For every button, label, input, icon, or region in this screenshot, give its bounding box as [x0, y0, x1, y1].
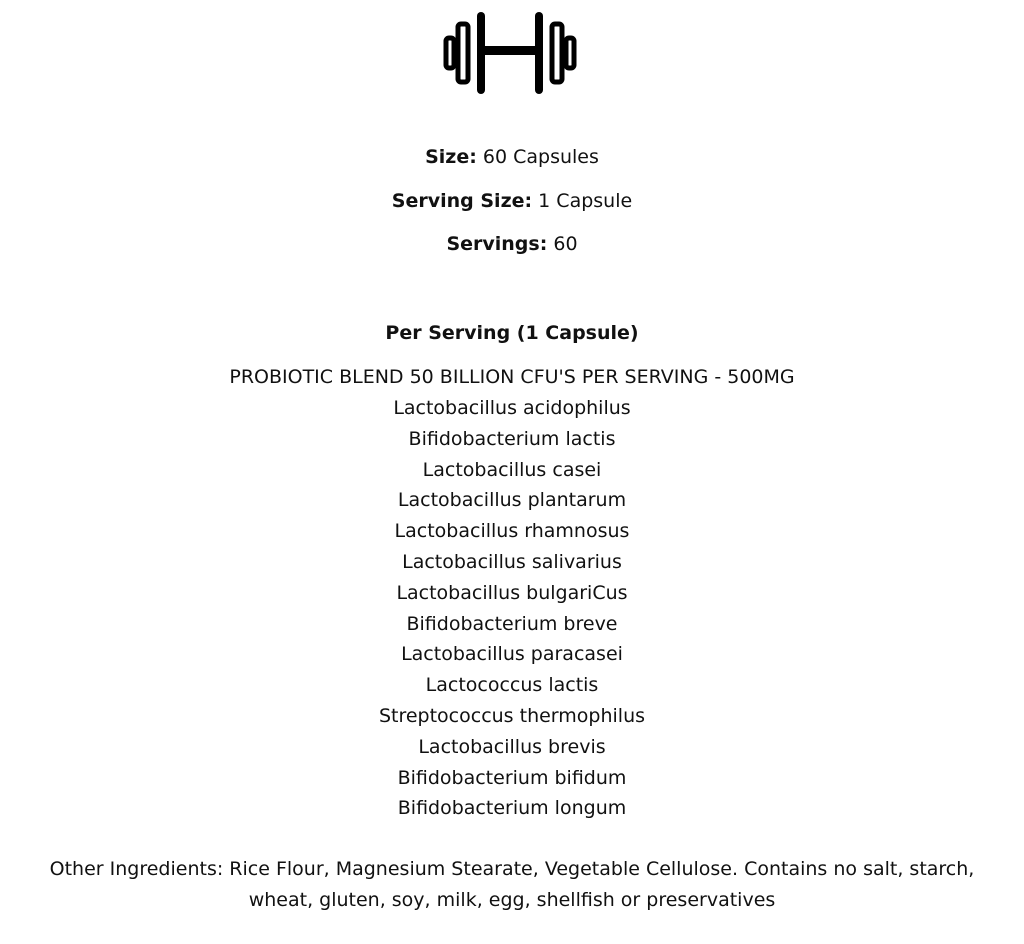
dumbbell-icon	[442, 10, 578, 98]
size-label: Size:	[425, 146, 477, 168]
per-serving-heading: Per Serving (1 Capsule)	[385, 322, 639, 344]
strain-list	[0, 396, 1024, 827]
list-item: Lactobacillus plantarum	[397, 489, 627, 512]
list-item: Lactobacillus acidophilus	[393, 397, 631, 419]
size-line	[0, 145, 1024, 169]
list-item: Bifidobacterium lactis	[408, 427, 616, 450]
serving-size-label: Serving Size:	[391, 190, 533, 212]
size-value: 60 Capsules	[482, 146, 599, 168]
servings-value: 60	[553, 233, 578, 255]
list-item: Lactobacillus rhamnosus	[394, 520, 630, 543]
list-item: Bifidobacterium bifidum	[397, 766, 627, 789]
list-item: Lactococcus lactis	[425, 674, 599, 697]
list-item: Lactobacillus salivarius	[402, 550, 622, 573]
serving-size-line	[0, 189, 1024, 213]
list-item: Bifidobacterium longum	[397, 797, 627, 820]
blend-title: PROBIOTIC BLEND 50 BILLION CFU'S PER SERVING - 500MG	[229, 366, 795, 388]
servings-label: Servings:	[446, 233, 548, 255]
other-ingredients: Other Ingredients: Rice Flour, Magnesium Stearate, Vegetable Cellulose. Contains no salt, starch, wheat, gluten, soy, milk, egg, shellfish or preservatives	[49, 858, 975, 911]
list-item: Streptococcus thermophilus	[378, 704, 646, 727]
servings-line	[0, 232, 1024, 256]
list-item: Lactobacillus bulgariCus	[396, 581, 628, 604]
list-item: Lactobacillus casei	[422, 458, 602, 481]
list-item: Lactobacillus brevis	[418, 735, 606, 758]
list-item: Lactobacillus paracasei	[401, 643, 623, 666]
serving-size-value: 1 Capsule	[538, 190, 633, 212]
list-item: Bifidobacterium breve	[406, 612, 618, 635]
